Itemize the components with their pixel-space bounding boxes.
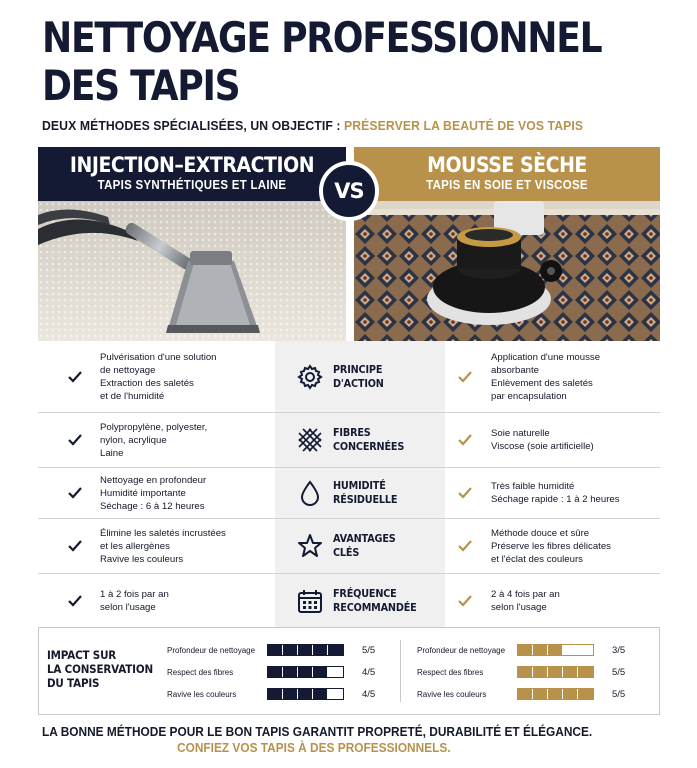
rating-segment-filled (578, 667, 593, 677)
impact-title-line: DU TAPIS (47, 676, 100, 690)
detail-line: Application d'une mousse (491, 351, 601, 363)
detail-line: selon l'usage (100, 602, 156, 613)
criterion-frequence (295, 574, 428, 628)
metric-label: Profondeur de nettoyage (167, 645, 256, 655)
rating-segment-empty (328, 667, 343, 677)
criterion-label: AVANTAGES (333, 532, 396, 545)
table-row (38, 413, 660, 468)
criterion-label: RECOMMANDÉE (333, 601, 417, 614)
injection-detail (100, 413, 270, 467)
metric-label: Ravive les couleurs (417, 689, 487, 699)
rating-segment-filled (313, 645, 328, 655)
calendar-icon (295, 586, 325, 616)
detail-line: Enlèvement des saletés (491, 377, 593, 389)
detail-line: Nettoyage en profondeur (100, 474, 207, 486)
criterion-label: RÉSIDUELLE (333, 493, 398, 506)
detail-line: Séchage rapide : 1 à 2 heures (491, 494, 620, 505)
impact-metric-mousse-1 (417, 665, 625, 679)
method-header-mousse (354, 147, 660, 201)
rating-segment-filled (563, 667, 578, 677)
check-icon (68, 413, 82, 467)
rating-bar (517, 644, 594, 656)
rating-segment-filled (533, 645, 548, 655)
impact-metric-mousse-2 (417, 687, 625, 701)
metric-label: Respect des fibres (417, 667, 484, 677)
criterion-label: FIBRES (333, 426, 371, 439)
rating-segment-filled (518, 645, 533, 655)
rating-segment-filled (283, 645, 298, 655)
rating-segment-filled (548, 645, 563, 655)
rating-segment-filled (518, 689, 533, 699)
criterion-label: FRÉQUENCE (333, 587, 397, 600)
rating-segment-filled (578, 689, 593, 699)
mousse-detail (491, 519, 656, 573)
detail-line: Humidité importante (100, 487, 186, 499)
mousse-detail (491, 574, 656, 628)
detail-line: et l'éclat des couleurs (491, 553, 583, 565)
detail-line: Méthode douce et sûre (491, 527, 590, 539)
detail-line: 1 à 2 fois par an (100, 589, 169, 600)
impact-metric-injection-2 (167, 687, 375, 701)
criterion-avantages (295, 519, 404, 573)
impact-metric-injection-0 (167, 643, 375, 657)
rating-segment-filled (268, 645, 283, 655)
gear-icon (295, 362, 325, 392)
criterion-fibres (295, 413, 414, 467)
detail-line: Très faible humidité (491, 481, 575, 492)
rating-segment-filled (328, 645, 343, 655)
injection-detail (100, 341, 270, 412)
fibers-icon (295, 425, 325, 455)
check-icon (458, 341, 472, 412)
subtitle-highlight: PRÉSERVER LA BEAUTÉ DE VOS TAPIS (344, 118, 584, 133)
comparison-table (38, 341, 660, 628)
method-subtitle-injection: TAPIS SYNTHÉTIQUES ET LAINE (97, 178, 287, 192)
star-icon (295, 531, 325, 561)
page-title-line1: NETTOYAGE PROFESSIONNEL (42, 13, 602, 62)
impact-panel (38, 627, 660, 715)
rating-segment-filled (283, 667, 298, 677)
rating-segment-filled (563, 689, 578, 699)
detail-line: Élimine les saletés incrustées (100, 527, 226, 539)
impact-title-line: IMPACT SUR (47, 648, 117, 662)
detail-line: Polypropylène, polyester, (100, 421, 208, 433)
criterion-label: D'ACTION (333, 376, 384, 390)
metric-score: 5/5 (362, 644, 376, 656)
check-icon (68, 574, 82, 628)
rating-bar (267, 688, 344, 700)
rating-segment-filled (533, 667, 548, 677)
detail-line: selon l'usage (491, 602, 547, 613)
criterion-humidite (295, 468, 406, 518)
rating-bar (267, 666, 344, 678)
rating-segment-filled (298, 667, 313, 677)
check-icon (68, 468, 82, 518)
footer-tagline: LA BONNE MÉTHODE POUR LE BON TAPIS GARANTIT PROPRETÉ, DURABILITÉ ET ÉLÉGANCE. (42, 725, 593, 739)
injection-detail (100, 468, 270, 518)
rating-segment-filled (313, 667, 328, 677)
impact-title-line: LA CONSERVATION (47, 662, 153, 676)
detail-line: Préserve les fibres délicates (491, 540, 611, 552)
method-title-mousse: MOUSSE SÈCHE (427, 153, 587, 177)
rating-segment-empty (328, 689, 343, 699)
metric-label: Profondeur de nettoyage (417, 645, 506, 655)
criterion-label: PRINCIPE (333, 362, 383, 376)
table-row (38, 574, 660, 628)
page-title-line2: DES TAPIS (42, 61, 240, 110)
detail-line: Pulvérisation d'une solution (100, 351, 217, 363)
injection-detail (100, 519, 270, 573)
table-row (38, 341, 660, 413)
detail-line: Laine (100, 447, 124, 459)
check-icon (68, 341, 82, 412)
rating-segment-filled (268, 689, 283, 699)
check-icon (458, 413, 472, 467)
table-row (38, 468, 660, 519)
vs-badge: VS (319, 161, 379, 221)
impact-divider (400, 640, 401, 702)
detail-line: de nettoyage (100, 364, 156, 376)
subtitle-prefix: DEUX MÉTHODES SPÉCIALISÉES, UN OBJECTIF : (42, 118, 345, 133)
impact-metric-mousse-0 (417, 643, 625, 657)
metric-label: Respect des fibres (167, 667, 234, 677)
metric-score: 5/5 (612, 666, 626, 678)
table-row (38, 519, 660, 574)
page-subtitle (42, 118, 583, 133)
detail-line: par encapsulation (491, 390, 567, 402)
rating-segment-filled (298, 645, 313, 655)
check-icon (458, 574, 472, 628)
rating-segment-filled (283, 689, 298, 699)
detail-line: Soie naturelle (491, 428, 550, 439)
mousse-detail (491, 468, 656, 518)
photo-injection-extraction (38, 201, 346, 341)
impact-title (47, 648, 153, 690)
metric-score: 5/5 (612, 688, 626, 700)
detail-line: Viscose (soie artificielle) (491, 441, 594, 452)
detail-line: Séchage : 6 à 12 heures (100, 500, 205, 512)
metric-score: 4/5 (362, 666, 376, 678)
rating-segment-filled (548, 667, 563, 677)
metric-score: 4/5 (362, 688, 376, 700)
page-title (42, 14, 601, 110)
rating-segment-filled (268, 667, 283, 677)
criterion-principe (295, 341, 391, 412)
footer-call-to-action: CONFIEZ VOS TAPIS À DES PROFESSIONNELS. (177, 741, 451, 755)
detail-line: Extraction des saletés (100, 377, 194, 389)
rating-segment-filled (548, 689, 563, 699)
criterion-label: CONCERNÉES (333, 440, 405, 453)
rating-segment-filled (313, 689, 328, 699)
rating-segment-filled (298, 689, 313, 699)
impact-metric-injection-1 (167, 665, 375, 679)
detail-line: 2 à 4 fois par an (491, 589, 560, 600)
detail-line: Ravive les couleurs (100, 553, 184, 565)
method-title-injection: INJECTION–EXTRACTION (69, 153, 315, 177)
detail-line: absorbante (491, 364, 540, 376)
method-header-injection (38, 147, 346, 201)
rating-segment-filled (533, 689, 548, 699)
criterion-label: HUMIDITÉ (333, 479, 386, 492)
metric-score: 3/5 (612, 644, 626, 656)
rating-bar (517, 688, 594, 700)
criterion-label: CLÉS (333, 546, 360, 559)
rating-segment-empty (578, 645, 593, 655)
detail-line: nylon, acrylique (100, 434, 167, 446)
water-drop-icon (295, 478, 325, 508)
check-icon (458, 468, 472, 518)
detail-line: et les allergènes (100, 540, 170, 552)
detail-line: et de l'humidité (100, 390, 165, 402)
rating-bar (267, 644, 344, 656)
metric-label: Ravive les couleurs (167, 689, 237, 699)
mousse-detail (491, 341, 656, 412)
rating-segment-empty (563, 645, 578, 655)
method-subtitle-mousse: TAPIS EN SOIE ET VISCOSE (426, 178, 588, 192)
injection-detail (100, 574, 270, 628)
check-icon (68, 519, 82, 573)
mousse-detail (491, 413, 656, 467)
photo-mousse-seche (354, 201, 660, 341)
rating-segment-filled (518, 667, 533, 677)
check-icon (458, 519, 472, 573)
rating-bar (517, 666, 594, 678)
